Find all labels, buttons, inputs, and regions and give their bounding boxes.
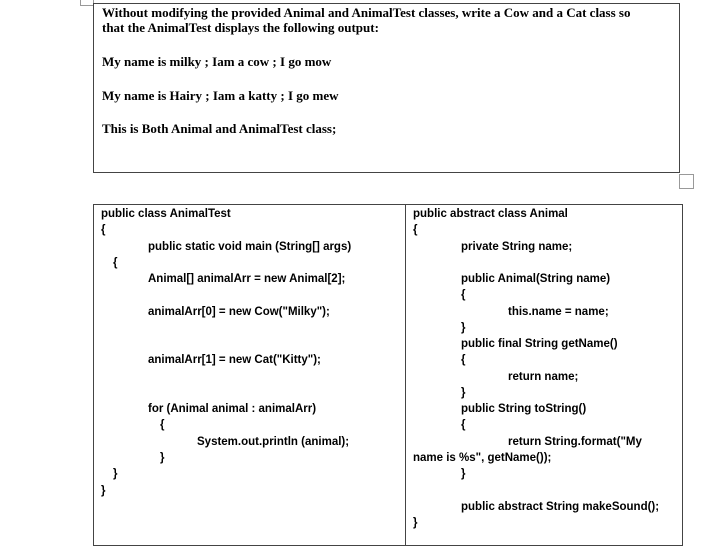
code-line: this.name = name; xyxy=(508,306,609,318)
code-line: public static void main (String[] args) xyxy=(148,241,352,253)
code-line: } xyxy=(461,468,466,480)
resize-handle[interactable] xyxy=(80,0,94,6)
code-line: for (Animal animal : animalArr) xyxy=(148,403,317,415)
code-line: { xyxy=(461,289,466,301)
code-line: } xyxy=(101,485,106,497)
output-line-1: My name is milky ; Iam a cow ; I go mow xyxy=(102,54,332,69)
code-line: { xyxy=(160,419,165,431)
animaltest-code-box xyxy=(93,204,407,546)
code-line: name is %s", getName()); xyxy=(413,452,552,464)
problem-line-1: Without modifying the provided Animal and AnimalTest classes, write a Cow and a Cat class so xyxy=(102,5,631,20)
code-line: public abstract String makeSound(); xyxy=(461,501,660,513)
code-line: animalArr[0] = new Cow("Milky"); xyxy=(148,306,330,318)
code-line: } xyxy=(113,468,118,480)
resize-handle-right[interactable] xyxy=(679,174,694,189)
code-line: return name; xyxy=(508,371,579,383)
code-line: } xyxy=(413,517,418,529)
code-line: { xyxy=(461,419,466,431)
code-line: { xyxy=(461,354,466,366)
code-line: animalArr[1] = new Cat("Kitty"); xyxy=(148,354,321,366)
code-line: } xyxy=(461,387,466,399)
code-line: System.out.println (animal); xyxy=(197,436,350,448)
code-line: { xyxy=(101,224,106,236)
code-line: private String name; xyxy=(461,241,573,253)
code-line: public Animal(String name) xyxy=(461,273,611,285)
code-line: { xyxy=(113,257,118,269)
code-line: public final String getName() xyxy=(461,338,618,350)
code-line: } xyxy=(461,322,466,334)
code-line: Animal[] animalArr = new Animal[2]; xyxy=(148,273,346,285)
code-line: public String toString() xyxy=(461,403,587,415)
code-line: } xyxy=(160,452,165,464)
output-line-2: My name is Hairy ; Iam a katty ; I go mew xyxy=(102,88,339,103)
output-line-3: This is Both Animal and AnimalTest class; xyxy=(102,121,337,136)
code-line: { xyxy=(413,224,418,236)
code-line: return String.format("My xyxy=(508,436,642,448)
code-line: public class AnimalTest xyxy=(101,208,231,220)
problem-line-2: that the AnimalTest displays the following output: xyxy=(102,20,379,35)
code-line: public abstract class Animal xyxy=(413,208,568,220)
